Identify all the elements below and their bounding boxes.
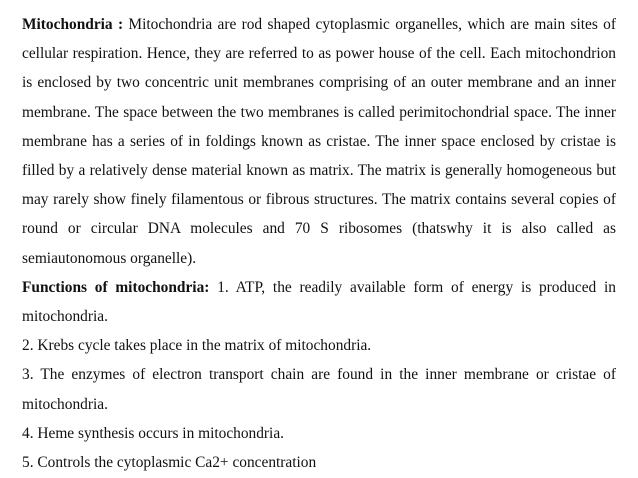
functions-paragraph [22, 273, 616, 331]
mitochondria-heading: Mitochondria : [22, 16, 124, 33]
function-item: 2. Krebs cycle takes place in the matrix of mitochondria. [22, 337, 372, 355]
functions-intro: 1. ATP, the readily available form of energy is produced in mitochondria. [22, 278, 616, 326]
mitochondria-paragraph [22, 10, 616, 273]
function-item: 3. The enzymes of electron transport chain are found in the inner membrane or cristae of mitochondria. [22, 366, 616, 413]
function-item: 4. Heme synthesis occurs in mitochondria. [22, 424, 285, 442]
mitochondria-text: Mitochondria are rod shaped cytoplasmic organelles, which are main sites of cellular respiration. Hence, they are referred to as power house of the cell. Each mitochondrion is enclosed by two concentric unit membranes comprising of an outer membrane and an inner membrane. The space between the two membranes is called perimitochondrial space. The inner membrane has a series of in foldings known as cristae. The inner space enclosed by cristae is filled by a relatively dense material known as matrix. The matrix is generally homogeneous but may rarely show finely filamentous or fibrous structures. The matrix contains several copies of round or circular DNA molecules and 70 S ribosomes (thatswhy it is also called as semiautonomous organelle). [22, 16, 616, 267]
function-item: 5. Controls the cytoplasmic Ca2+ concentration [22, 454, 317, 472]
functions-heading: Functions of mitochondria: [22, 278, 210, 296]
